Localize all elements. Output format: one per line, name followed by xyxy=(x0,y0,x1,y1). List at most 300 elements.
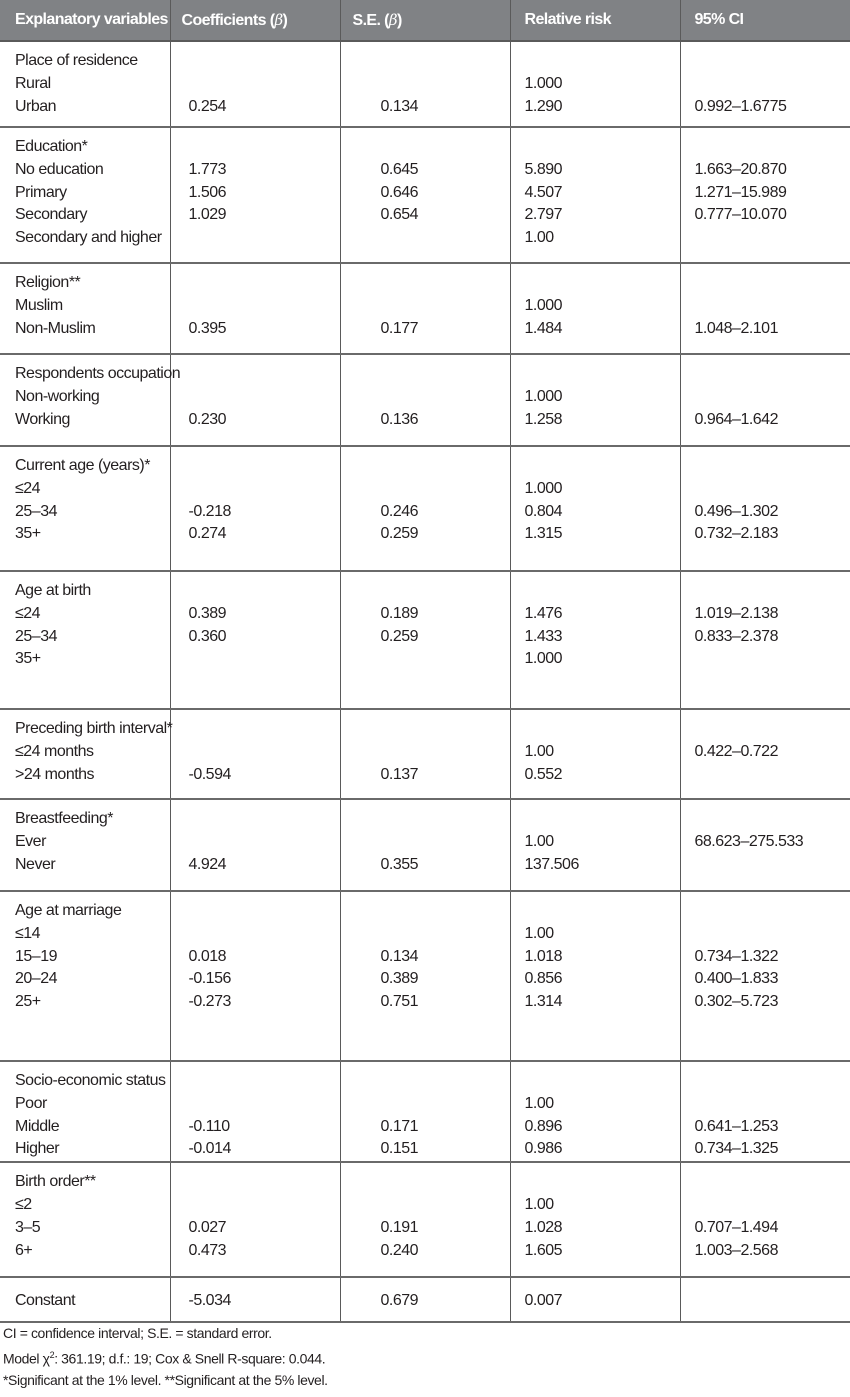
beta-symbol: β xyxy=(388,10,397,29)
table-row xyxy=(0,41,850,127)
cell-coef xyxy=(170,1162,340,1277)
cell-coef xyxy=(170,263,340,354)
se-line xyxy=(381,455,510,478)
rr-line: 1.000 xyxy=(524,296,563,314)
cell-ci xyxy=(680,446,850,571)
var-line: Respondents occupation xyxy=(15,365,181,382)
cell-rr xyxy=(510,709,680,799)
se-line xyxy=(381,923,510,946)
table-row xyxy=(0,709,850,799)
ci-line xyxy=(695,648,850,671)
var-line: 25–34 xyxy=(15,502,57,520)
footnote-model-b: : 361.19; d.f.: 19; Cox & Snell R-square: 0.044. xyxy=(54,1350,326,1367)
var-line: 6+ xyxy=(15,1241,33,1259)
ci-line xyxy=(695,295,850,318)
var-line: Place of residence xyxy=(15,52,138,69)
se-line: 0.151 xyxy=(380,1140,419,1158)
rr-line xyxy=(525,580,680,603)
ci-line: 0.777–10.070 xyxy=(694,206,787,224)
var-line: Muslim xyxy=(15,296,63,314)
var-line: Urban xyxy=(15,97,57,115)
cell-ci xyxy=(680,709,850,799)
coef-line xyxy=(189,227,340,250)
coef-line: 0.389 xyxy=(188,604,227,622)
var-line: Non-Muslim xyxy=(15,319,96,337)
var-line: Secondary and higher xyxy=(15,229,162,247)
cell-se xyxy=(340,41,510,127)
rr-line: 137.506 xyxy=(524,855,579,873)
var-line: Current age (years)* xyxy=(15,457,150,474)
rr-line: 1.000 xyxy=(524,650,563,668)
header-row xyxy=(0,0,850,41)
beta-symbol: β xyxy=(274,10,283,29)
var-line: Rural xyxy=(15,74,51,92)
cell-var xyxy=(0,891,170,1061)
var-line: 3–5 xyxy=(15,1218,41,1236)
var-line: 20–24 xyxy=(15,970,57,988)
se-line: 0.259 xyxy=(380,627,419,645)
coef-line xyxy=(189,1194,340,1217)
se-line: 0.136 xyxy=(380,410,419,428)
ci-line: 0.734–1.322 xyxy=(694,947,778,965)
cell-var xyxy=(0,263,170,354)
ci-line: 1.271–15.989 xyxy=(694,183,787,201)
rr-line: 0.986 xyxy=(524,1140,563,1158)
se-line: 0.654 xyxy=(380,206,419,224)
var-line: 15–19 xyxy=(15,947,57,965)
cell-ci xyxy=(680,354,850,446)
footnote-abbreviations: CI = confidence interval; S.E. = standard error. xyxy=(3,1325,272,1341)
ci-line xyxy=(695,854,850,877)
footnote-significance: *Significant at the 1% level. **Significant at the 5% level. xyxy=(3,1371,328,1388)
cell-rr xyxy=(510,571,680,709)
var-line: Higher xyxy=(15,1140,60,1158)
cell-coef xyxy=(170,127,340,263)
rr-line: 1.00 xyxy=(524,924,554,942)
var-line: Religion** xyxy=(15,274,81,291)
ci-line: 0.422–0.722 xyxy=(694,742,778,760)
coef-line xyxy=(189,73,340,96)
cell-se xyxy=(340,446,510,571)
ci-line: 0.496–1.302 xyxy=(694,502,778,520)
header-coefficients-label: Coefficients ( xyxy=(181,11,275,29)
cell-ci xyxy=(680,1162,850,1277)
var-line: 35+ xyxy=(15,650,41,668)
coef-line: 4.924 xyxy=(188,855,227,873)
ci-line: 1.003–2.568 xyxy=(694,1241,778,1259)
table-footnotes xyxy=(3,1323,328,1391)
coef-line: 0.254 xyxy=(188,97,227,115)
table-row xyxy=(0,354,850,446)
cell-se xyxy=(340,1162,510,1277)
coef-line xyxy=(189,455,340,478)
se-line xyxy=(381,1194,510,1217)
ci-line: 0.641–1.253 xyxy=(694,1117,778,1135)
se-line xyxy=(381,272,510,295)
ci-line xyxy=(695,1194,850,1217)
var-line: ≤24 xyxy=(15,604,41,622)
header-coefficients: Coefficients (β) xyxy=(170,0,340,41)
table-body xyxy=(0,41,850,1322)
var-line: Never xyxy=(15,855,56,873)
cell-var xyxy=(0,354,181,446)
se-line: 0.189 xyxy=(380,604,419,622)
cell-se xyxy=(340,127,510,263)
se-line xyxy=(381,363,510,386)
ci-line xyxy=(695,272,850,295)
coef-line xyxy=(189,580,340,603)
cell-se xyxy=(340,354,510,446)
coef-line: 0.230 xyxy=(188,410,227,428)
se-line: 0.240 xyxy=(380,1241,419,1259)
var-line: ≤14 xyxy=(15,924,41,942)
header-95-ci: 95% CI xyxy=(680,0,850,41)
ci-line xyxy=(695,808,850,831)
var-line: ≤24 xyxy=(15,479,41,497)
cell-coef xyxy=(170,41,340,127)
cell-ci xyxy=(680,799,850,891)
cell-rr xyxy=(510,41,680,127)
coef-line: 0.018 xyxy=(188,947,227,965)
cell-se xyxy=(340,1061,510,1162)
cell-coef xyxy=(170,1061,340,1162)
ci-line xyxy=(695,455,850,478)
var-line: Primary xyxy=(15,183,67,201)
cell-var xyxy=(0,799,170,891)
rr-line: 4.507 xyxy=(524,183,563,201)
cell-coef xyxy=(170,709,340,799)
se-line xyxy=(381,227,510,250)
table-row xyxy=(0,1061,850,1162)
table-row xyxy=(0,891,850,1061)
coef-line xyxy=(189,808,340,831)
rr-line xyxy=(525,718,680,741)
rr-line: 1.000 xyxy=(524,387,563,405)
coef-line xyxy=(189,136,340,159)
cell-coef xyxy=(170,446,340,571)
coef-line: -5.034 xyxy=(188,1292,231,1310)
cell-var xyxy=(0,571,170,709)
coef-line xyxy=(189,900,340,923)
coef-line xyxy=(189,363,340,386)
rr-line: 0.552 xyxy=(524,765,563,783)
rr-line: 5.890 xyxy=(524,160,563,178)
ci-line: 0.732–2.183 xyxy=(694,525,778,543)
coef-line xyxy=(189,478,340,501)
cell-ci xyxy=(680,127,850,263)
ci-line: 0.707–1.494 xyxy=(694,1218,778,1236)
header-relative-risk: Relative risk xyxy=(510,0,680,41)
rr-line: 1.000 xyxy=(524,479,563,497)
se-line xyxy=(381,50,510,73)
table-row xyxy=(0,1162,850,1277)
coef-line: 1.029 xyxy=(188,206,227,224)
ci-line: 1.048–2.101 xyxy=(694,319,778,337)
table-row xyxy=(0,1277,850,1322)
coef-line xyxy=(189,718,340,741)
var-line: Breastfeeding* xyxy=(15,810,113,827)
coef-line: -0.110 xyxy=(188,1117,230,1135)
table-row xyxy=(0,263,850,354)
ci-line xyxy=(695,718,850,741)
rr-line: 1.00 xyxy=(524,229,554,247)
ci-line xyxy=(695,764,850,787)
header-explanatory-variables: Explanatory variables xyxy=(0,0,170,41)
ci-line: 0.833–2.378 xyxy=(694,627,778,645)
cell-se xyxy=(340,263,510,354)
table-row xyxy=(0,127,850,263)
var-line: No education xyxy=(15,160,104,178)
ci-line: 0.964–1.642 xyxy=(694,410,778,428)
cell-rr xyxy=(510,1162,680,1277)
coef-line xyxy=(189,1093,340,1116)
rr-line: 1.00 xyxy=(524,832,554,850)
table-row xyxy=(0,571,850,709)
se-line: 0.259 xyxy=(380,525,419,543)
cell-var xyxy=(0,127,170,263)
ci-line: 0.302–5.723 xyxy=(694,993,778,1011)
ci-line: 1.663–20.870 xyxy=(694,160,787,178)
ci-line: 68.623–275.533 xyxy=(694,832,804,850)
cell-var xyxy=(0,41,170,127)
cell-rr xyxy=(510,446,680,571)
cell-var xyxy=(0,709,173,799)
cell-rr xyxy=(510,127,680,263)
ci-line xyxy=(695,1171,850,1194)
ci-line xyxy=(695,50,850,73)
header-se-label: S.E. ( xyxy=(352,11,389,29)
se-line xyxy=(381,900,510,923)
coef-line: 1.506 xyxy=(188,183,227,201)
rr-line: 1.028 xyxy=(524,1218,563,1236)
rr-line xyxy=(525,455,680,478)
se-line xyxy=(381,386,510,409)
rr-line xyxy=(525,1171,680,1194)
cell-rr xyxy=(510,354,680,446)
coef-line: -0.594 xyxy=(188,765,231,783)
coef-line: 0.395 xyxy=(188,319,227,337)
coef-line: 1.773 xyxy=(188,160,227,178)
ci-line xyxy=(695,923,850,946)
cell-ci xyxy=(680,891,850,1061)
ci-line xyxy=(695,227,850,250)
rr-line: 1.000 xyxy=(524,74,563,92)
cell-se xyxy=(340,709,510,799)
var-line: ≤24 months xyxy=(15,742,94,760)
se-line: 0.134 xyxy=(380,97,419,115)
rr-line: 1.315 xyxy=(524,525,563,543)
coef-line: 0.274 xyxy=(188,525,227,543)
cell-var xyxy=(0,446,170,571)
se-line: 0.171 xyxy=(380,1117,419,1135)
rr-line: 0.804 xyxy=(524,502,563,520)
se-line: 0.355 xyxy=(380,855,419,873)
rr-line xyxy=(525,1070,680,1093)
cell-se xyxy=(340,891,510,1061)
cell-coef xyxy=(170,1277,340,1322)
rr-line: 1.00 xyxy=(524,1195,554,1213)
rr-line: 1.258 xyxy=(524,410,563,428)
se-line: 0.679 xyxy=(380,1292,419,1310)
cell-ci xyxy=(680,263,850,354)
coef-line: -0.156 xyxy=(188,970,231,988)
var-line: Age at birth xyxy=(15,582,91,599)
rr-line xyxy=(525,808,680,831)
ci-line xyxy=(695,73,850,96)
ci-line xyxy=(695,363,850,386)
ci-line: 1.019–2.138 xyxy=(694,604,778,622)
cell-coef xyxy=(170,571,340,709)
cell-rr xyxy=(510,891,680,1061)
rr-line: 1.433 xyxy=(524,627,563,645)
var-line: Age at marriage xyxy=(15,902,122,919)
se-line xyxy=(381,741,510,764)
coef-line: 0.360 xyxy=(188,627,227,645)
coef-line: 0.027 xyxy=(188,1218,227,1236)
se-line xyxy=(381,648,510,671)
footnote-model xyxy=(3,1345,328,1370)
cell-var xyxy=(0,1277,170,1322)
var-line: ≤2 xyxy=(15,1195,32,1213)
cell-rr xyxy=(510,1061,680,1162)
coef-line xyxy=(189,295,340,318)
coef-line xyxy=(189,1171,340,1194)
cell-ci xyxy=(680,571,850,709)
var-line: 25+ xyxy=(15,993,41,1011)
rr-line: 0.856 xyxy=(524,970,563,988)
cell-se xyxy=(340,1277,510,1322)
var-line: Ever xyxy=(15,832,46,850)
var-line: Constant xyxy=(15,1292,76,1310)
se-line xyxy=(381,478,510,501)
rr-line xyxy=(525,900,680,923)
coef-line: 0.473 xyxy=(188,1241,227,1259)
rr-line: 2.797 xyxy=(524,206,563,224)
rr-line xyxy=(525,272,680,295)
var-line: Birth order** xyxy=(15,1173,96,1191)
cell-rr xyxy=(510,799,680,891)
coef-line xyxy=(189,741,340,764)
se-line xyxy=(381,295,510,318)
se-line: 0.246 xyxy=(380,502,419,520)
var-line: 25–34 xyxy=(15,627,57,645)
cell-rr xyxy=(510,263,680,354)
rr-line: 1.476 xyxy=(524,604,563,622)
footnote-model-sup: 2 xyxy=(49,1349,55,1360)
se-line: 0.645 xyxy=(380,160,419,178)
ci-line xyxy=(695,900,850,923)
se-line: 0.646 xyxy=(380,183,419,201)
table-row xyxy=(0,799,850,891)
var-line: >24 months xyxy=(15,765,95,783)
se-line: 0.134 xyxy=(380,947,419,965)
ci-line xyxy=(695,478,850,501)
se-line: 0.137 xyxy=(380,765,419,783)
rr-line: 1.290 xyxy=(524,97,563,115)
cell-coef xyxy=(170,799,340,891)
ci-line: 0.992–1.6775 xyxy=(694,97,787,115)
coef-line xyxy=(189,648,340,671)
ci-line xyxy=(695,386,850,409)
header-se: S.E. (β) xyxy=(340,0,510,41)
ci-line xyxy=(695,580,850,603)
se-line xyxy=(381,831,510,854)
se-line xyxy=(381,1070,510,1093)
coef-line xyxy=(189,50,340,73)
coef-line: -0.014 xyxy=(188,1140,231,1158)
var-line: Middle xyxy=(15,1117,60,1135)
cell-var xyxy=(0,1162,170,1277)
se-line xyxy=(381,808,510,831)
cell-ci xyxy=(680,41,850,127)
ci-line: 0.734–1.325 xyxy=(694,1140,778,1158)
cell-var xyxy=(0,1061,170,1162)
rr-line: 1.314 xyxy=(524,993,563,1011)
var-line: Education* xyxy=(15,138,88,155)
se-line xyxy=(381,718,510,741)
se-line xyxy=(381,580,510,603)
cell-ci xyxy=(680,1277,850,1322)
ci-line xyxy=(695,136,850,159)
cell-se xyxy=(340,571,510,709)
coef-line xyxy=(189,831,340,854)
rr-line: 1.018 xyxy=(524,947,563,965)
coef-line xyxy=(189,272,340,295)
ci-line xyxy=(695,1070,850,1093)
se-line xyxy=(381,1171,510,1194)
ci-line xyxy=(695,1093,850,1116)
var-line: 35+ xyxy=(15,525,41,543)
rr-line: 1.484 xyxy=(524,319,563,337)
cell-coef xyxy=(170,891,340,1061)
var-line: Non-working xyxy=(15,387,100,405)
rr-line: 1.00 xyxy=(524,742,554,760)
se-line: 0.177 xyxy=(380,319,419,337)
coef-line: -0.273 xyxy=(188,993,231,1011)
footnote-model-a: Model χ xyxy=(3,1350,50,1367)
cell-rr xyxy=(510,1277,680,1322)
cell-se xyxy=(340,799,510,891)
se-line: 0.751 xyxy=(380,993,419,1011)
rr-line: 1.605 xyxy=(524,1241,563,1259)
cell-ci xyxy=(680,1061,850,1162)
var-line: Preceding birth interval* xyxy=(15,720,173,737)
table-row xyxy=(0,446,850,571)
var-line: Poor xyxy=(15,1094,47,1112)
var-line: Working xyxy=(15,410,70,428)
coef-line: -0.218 xyxy=(188,502,231,520)
cell-coef xyxy=(170,354,340,446)
rr-line: 1.00 xyxy=(524,1094,554,1112)
se-line xyxy=(381,73,510,96)
se-line: 0.191 xyxy=(380,1218,419,1236)
ci-line xyxy=(695,1290,850,1313)
var-line: Secondary xyxy=(15,206,87,224)
rr-line xyxy=(525,136,680,159)
se-line xyxy=(381,1093,510,1116)
rr-line: 0.007 xyxy=(524,1292,563,1310)
se-line xyxy=(381,136,510,159)
coef-line xyxy=(189,386,340,409)
var-line: Socio-economic status xyxy=(15,1072,166,1089)
rr-line xyxy=(525,50,680,73)
rr-line xyxy=(525,363,680,386)
coef-line xyxy=(189,1070,340,1093)
rr-line: 0.896 xyxy=(524,1117,563,1135)
se-line: 0.389 xyxy=(380,970,419,988)
coef-line xyxy=(189,923,340,946)
ci-line: 0.400–1.833 xyxy=(694,970,778,988)
